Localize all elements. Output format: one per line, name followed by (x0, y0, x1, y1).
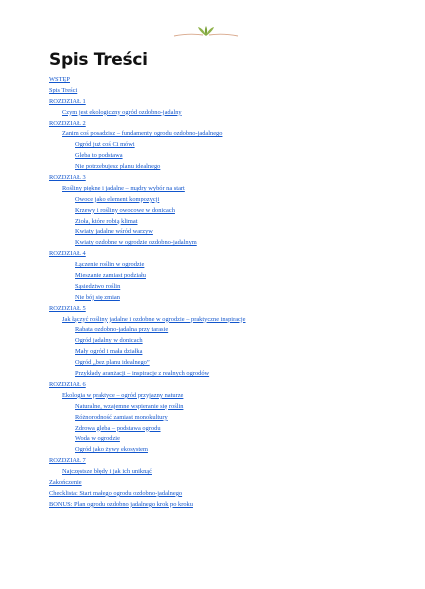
toc-link[interactable]: ROZDZIAŁ 4 (49, 250, 86, 258)
toc-entry (49, 97, 409, 108)
toc-entry (49, 249, 409, 260)
toc-entry (49, 304, 409, 315)
toc-link[interactable]: Przykłady aranżacji – inspiracje z realnych ogrodów (75, 370, 210, 378)
toc-entry (49, 402, 409, 413)
toc-entry (49, 434, 409, 445)
toc-link[interactable]: Mieszanie zamiast podziału (75, 272, 146, 280)
toc-entry (49, 108, 409, 119)
toc-entry (49, 293, 409, 304)
toc-entry (49, 489, 409, 500)
toc-link[interactable]: Najczęstsze błędy i jak ich uniknąć (62, 468, 152, 476)
toc-link[interactable]: Rośliny piękne i jadalne – mądry wybór na start (62, 184, 185, 192)
toc-link[interactable]: Rabata ozdobno-jadalna przy tarasie (75, 326, 169, 334)
toc-link[interactable]: ROZDZIAŁ 6 (49, 380, 86, 388)
toc-link[interactable]: Spis Treści (49, 86, 78, 94)
toc-entry (49, 500, 409, 511)
toc-link[interactable]: Łączenie roślin w ogrodzie (75, 261, 145, 269)
toc-entry (49, 282, 409, 293)
toc-entry (49, 336, 409, 347)
toc-link[interactable]: Owoce jako element kompozycji (75, 195, 160, 203)
toc-entry (49, 456, 409, 467)
toc-entry (49, 271, 409, 282)
toc-entry (49, 467, 409, 478)
toc-entry (49, 140, 409, 151)
toc-entry (49, 445, 409, 456)
toc-link[interactable]: ROZDZIAŁ 7 (49, 457, 86, 465)
toc-link[interactable]: Nie bój się zmian (75, 293, 120, 301)
toc-entry (49, 162, 409, 173)
toc-link[interactable]: Zanim coś posadzisz – fundamenty ogrodu ozdobno-jadalnego (62, 130, 223, 138)
toc-link[interactable]: Nie potrzebujesz planu idealnego (75, 163, 161, 171)
toc-link[interactable]: Ogród już coś Ci mówi (75, 141, 135, 149)
toc-entry (49, 315, 409, 326)
toc-link[interactable]: ROZDZIAŁ 3 (49, 174, 86, 182)
toc-entry (49, 380, 409, 391)
toc-link[interactable]: Naturalne, wzajemne wspieranie się roślin (75, 402, 184, 410)
toc-entry (49, 391, 409, 402)
toc-entry (49, 369, 409, 380)
toc-link[interactable]: Woda w ogrodzie (75, 435, 120, 443)
toc-entry (49, 129, 409, 140)
toc-entry (49, 325, 409, 336)
toc-entry (49, 347, 409, 358)
toc-entry (49, 424, 409, 435)
toc-entry (49, 413, 409, 424)
toc-link[interactable]: ROZDZIAŁ 1 (49, 97, 86, 105)
toc-entry (49, 151, 409, 162)
toc-link[interactable]: Ogród „bez planu idealnego” (75, 359, 150, 367)
toc-link[interactable]: Zioła, które robią klimat (75, 217, 138, 225)
toc-link[interactable]: Zakończenie (49, 478, 82, 486)
toc-link[interactable]: Ogród jadalny w donicach (75, 337, 143, 345)
toc-entry (49, 217, 409, 228)
toc-link[interactable]: Checklista: Start małego ogrodu ozdobno-jadalnego (49, 489, 183, 497)
toc-link[interactable]: ROZDZIAŁ 2 (49, 119, 86, 127)
toc-link[interactable]: Zdrowa gleba – podstawa ogrodu (75, 424, 161, 432)
toc-entry (49, 75, 409, 86)
toc-link[interactable]: Ogród jako żywy ekosystem (75, 446, 148, 454)
toc-link[interactable]: Różnorodność zamiast monokultury (75, 413, 168, 421)
toc-entry (49, 238, 409, 249)
toc-entry (49, 119, 409, 130)
toc-link[interactable]: WSTĘP (49, 76, 70, 83)
toc-link[interactable]: Kwiaty jadalne wśród warzyw (75, 228, 153, 236)
page-title: Spis Treści (49, 50, 148, 70)
toc-entry (49, 358, 409, 369)
toc-entry (49, 86, 409, 97)
toc-link[interactable]: ROZDZIAŁ 5 (49, 304, 86, 312)
toc-link[interactable]: Sąsiedztwo roślin (75, 282, 121, 290)
toc-link[interactable]: Czym jest ekologiczny ogród ozdobno-jadalny (62, 108, 182, 116)
toc-entry (49, 478, 409, 489)
toc-entry (49, 184, 409, 195)
toc-link[interactable]: Gleba to podstawa (75, 152, 123, 160)
toc-entry (49, 227, 409, 238)
toc-entry (49, 173, 409, 184)
toc-link[interactable]: BONUS: Plan ogrodu ozdobno jadalnego krok po kroku (49, 500, 193, 508)
toc-link[interactable]: Mały ogród i mała działka (75, 348, 143, 356)
toc-link[interactable]: Ekologia w praktyce – ogród przyjazny naturze (62, 391, 184, 399)
toc-link[interactable]: Jak łączyć rośliny jadalne i ozdobne w ogrodzie – praktyczne inspiracje (62, 315, 246, 323)
toc-link[interactable]: Kwiaty ozdobne w ogrodzie ozdobno-jadalnym (75, 239, 197, 247)
toc-entry (49, 206, 409, 217)
toc-entry (49, 260, 409, 271)
toc-entry (49, 195, 409, 206)
toc-link[interactable]: Krzewy i rośliny owocowe w donicach (75, 206, 175, 214)
table-of-contents (49, 75, 409, 511)
leaf-sprig-ornament-icon (172, 24, 240, 40)
